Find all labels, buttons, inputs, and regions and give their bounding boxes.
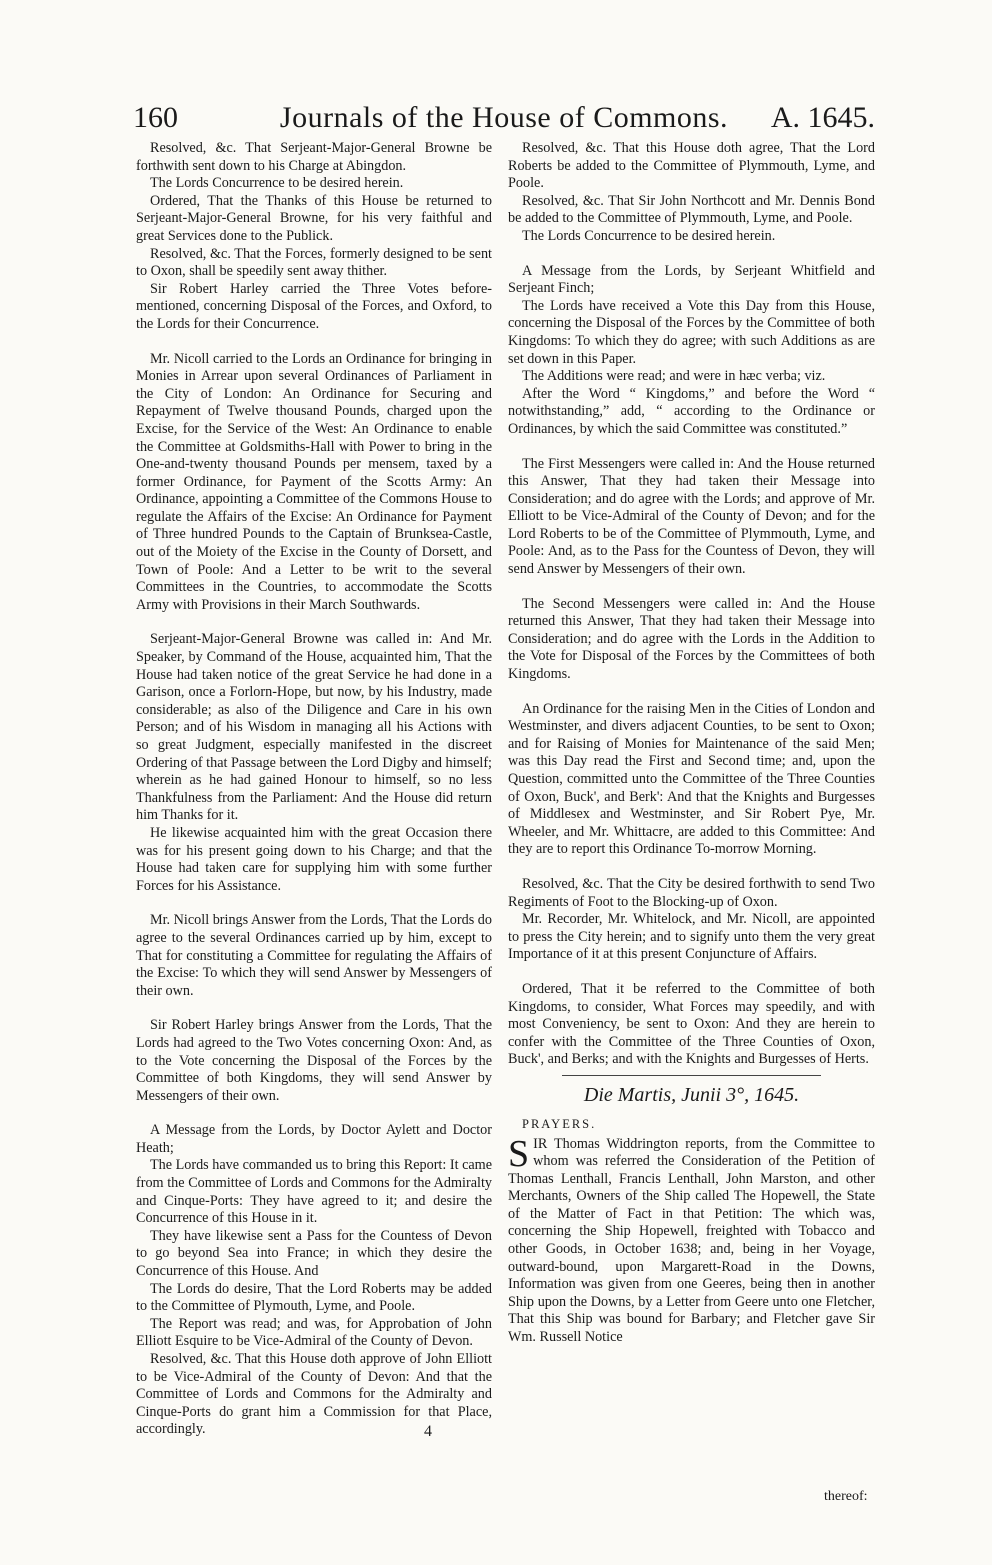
paragraph: The Lords Concurrence to be desired herein. — [150, 175, 404, 192]
paragraph: Resolved, &c. That the City be desired forthwith to send Two Regiments of Foot to the Blocking-up of Oxon. — [508, 875, 875, 910]
paragraph: Sir Robert Harley carried the Three Votes before-mentioned, concerning Disposal of the Forces, and Oxford, to the Lords for their Concurrence. — [136, 280, 492, 332]
paragraph: The Lords do desire, That the Lord Roberts may be added to the Committee of Plymouth, Lyme, and Poole. — [136, 1280, 492, 1315]
paragraph: Resolved, &c. That this House doth approve of John Elliott to be Vice-Admiral of the County of Devon: And that the Committee of Lords and Commons for the Admiralty and Cinque-Ports do grant him a Commission for that Place, accordingly. — [136, 1351, 492, 1438]
paragraph: Mr. Nicoll brings Answer from the Lords, That the Lords do agree to the several Ordinances carried up by him, except to That for constituting a Committee for regulating the Affairs of the Excise: To which they will send Answer by Messengers of their own. — [136, 912, 492, 999]
date-heading: Die Martis, Junii 3°, 1645. — [583, 1083, 800, 1106]
paragraph: Ordered, That the Thanks of this House be returned to Serjeant-Major-General Browne, for his very faithful and great Services done to the Publick. — [136, 192, 492, 244]
paragraph: The First Messengers were called in: And the House returned this Answer, That they had taken their Message into Consideration; and do agree with the Lords; and approve of Mr. Elliott to be Vice-Admiral of the County of Devon; and for the Lord Roberts to be of the Committee of Plymmouth, Lyme, and Poole: And, as to the Pass for the Countess of Devon, they will send Answer by Messengers of their own. — [508, 455, 875, 578]
section-divider — [562, 1075, 821, 1076]
folio-mark: 4 — [424, 1423, 432, 1440]
paragraph: Mr. Recorder, Mr. Whitelock, and Mr. Nicoll, are appointed to press the City herein; and to signify unto them the very great Importance of it at this present Conjuncture of Affairs. — [508, 911, 875, 963]
catchword: thereof: — [824, 1489, 868, 1504]
paragraph: The Report was read; and was, for Approbation of John Elliott Esquire to be Vice-Admiral of the County of Devon. — [136, 1315, 492, 1350]
paragraph: Resolved, &c. That Sir John Northcott and Mr. Dennis Bond be added to the Committee of Plymmouth, Lyme, and Poole. — [508, 192, 875, 227]
paragraph: After the Word “ Kingdoms,” and before the Word “ notwithstanding,” add, “ according to the Ordinance or Ordinances, by which the said Committee was constituted.” — [508, 385, 875, 437]
prayers-label: PRAYERS. — [522, 1116, 597, 1131]
paragraph: An Ordinance for the raising Men in the Cities of London and Westminster, and divers adjacent Counties, to be sent to Oxon; and for Raising of Monies for Maintenance of the said Men; was this Day read the First and Second time; and, upon the Question, committed unto the Committee of the Three Counties of Oxon, Buck', and Berk': And that the Knights and Burgesses of Middlesex and Westminster, and Sir Robert Pye, Mr. Wheeler, and Mr. Whittacre, are added to this Committee: And they are to report this Ordinance To-morrow Morning. — [508, 700, 875, 858]
paragraph: They have likewise sent a Pass for the Countess of Devon to go beyond Sea into France; in which they desire the Concurrence of this House. And — [136, 1227, 492, 1280]
page-title: Journals of the House of Commons. — [279, 101, 729, 134]
year-label: A. 1645. — [770, 101, 875, 134]
paragraph: A Message from the Lords, by Serjeant Whitfield and Serjeant Finch; — [508, 262, 875, 297]
paragraph: Resolved, &c. That Serjeant-Major-General Browne be forthwith sent down to his Charge at Abingdon. — [136, 140, 492, 174]
page-header — [133, 96, 875, 142]
paragraph — [508, 1132, 875, 1347]
right-column — [508, 140, 875, 1347]
drop-capital: S — [508, 1132, 530, 1175]
paragraph: Resolved, &c. That the Forces, formerly designed to be sent to Oxon, shall be speedily sent away thither. — [136, 245, 492, 280]
paragraph: Mr. Nicoll carried to the Lords an Ordinance for bringing in Monies in Arrear upon several Ordinances of Parliament in the City of London: An Ordinance for Securing and Repayment of Twelve thousand Pounds, charged upon the Excise, for the Service of the West: An Ordinance to enable the Committee at Goldsmiths-Hall with Power to bring in the One-and-twenty thousand Pounds per mensem, taxed by a former Ordinance, for Payment of the Scotts Army: An Ordinance, appointing a Committee of the Commons House to regulate the Affairs of the Excise: An Ordinance for Payment of Three hundred Pounds to the Captain of Brunksea-Castle, out of the Moiety of the Excise in the County of Dorsett, and Town of Poole: And a Letter to be writ to the several Committees in the Countries, to accommodate the Scotts Army with Provisions in their March Southwards. — [136, 350, 492, 613]
paragraph: The Second Messengers were called in: And the House returned this Answer, That they had taken their Message into Consideration; and do agree with the Lords in the Addition to the Vote for Disposal of the Forces by the Committees of both Kingdoms. — [508, 595, 875, 683]
paragraph: The Lords Concurrence to be desired herein. — [522, 227, 776, 244]
paragraph: The Additions were read; and were in hæc verba; viz. — [522, 368, 826, 385]
paragraph: Ordered, That it be referred to the Committee of both Kingdoms, to consider, What Forces may speedily, and with most Conveniency, be sent to Oxon: And they are herein to confer with the Committee of the Three Counties of Oxon, Buck', and Berks; and with the Knights and Burgesses of Herts. — [508, 980, 875, 1068]
paragraph: Serjeant-Major-General Browne was called in: And Mr. Speaker, by Command of the House, acquainted him, That the House had taken notice of the great Service he had done in a Garison, once a Forlorn-Hope, but now, by his Industry, made considerable; as also of the Diligence and Care in his own Person; and of his Wisdom in managing all his Actions with so great Judgment, especially manifested in the discreet Ordering of that Passage between the Lord Digby and himself; wherein as he had gained Honour to himself, so no less Thankfulness from the Parliament: And the House did return him Thanks for it. — [136, 631, 492, 824]
paragraph: A Message from the Lords, by Doctor Aylett and Doctor Heath; — [136, 1122, 492, 1156]
page-number: 160 — [133, 101, 178, 134]
paragraph-text: IR Thomas Widdrington reports, from the Committee to whom was referred the Consideration of the Petition of Thomas Lenthall, Francis Lenthall, John Marston, and other Merchants, Owners of the Ship called The Hopewell, the State of the Matter of Fact in that Petition: The which was, concerning the Ship Hopewell, freighted with Tobacco and other Goods, in October 1638; and, being in her Voyage, outward-bound, upon Margarett-Road in the Downs, Information was given from one Geeres, being then in another Ship upon the Downs, by a Letter from Geere unto one Fletcher, That this Ship was bound for Barbary; and Fletcher gave Sir Wm. Russell Notice — [508, 1135, 875, 1346]
paragraph: He likewise acquainted him with the great Occasion there was for his present going down to his Charge; and that the House had taken care for supplying him with some further Forces for his Assistance. — [136, 824, 492, 894]
paragraph: Resolved, &c. That this House doth agree, That the Lord Roberts be added to the Committee of Plymmouth, Lyme, and Poole. — [508, 140, 875, 192]
paragraph: The Lords have commanded us to bring this Report: It came from the Committee of Lords and Commons for the Admiralty and Cinque-Ports: They have agreed to it; and desire the Concurrence of this House in it. — [136, 1157, 492, 1227]
paragraph: The Lords have received a Vote this Day from this House, concerning the Disposal of the Forces by the Committee of both Kingdoms: To which they do agree; with such Additions as are set down in this Paper. — [508, 297, 875, 367]
paragraph: Sir Robert Harley brings Answer from the Lords, That the Lords had agreed to the Two Votes concerning Oxon: And, as to the Vote concerning the Disposal of the Forces by the Committee of both Kingdoms, they will send Answer by Messengers of their own. — [136, 1017, 492, 1104]
left-column — [136, 140, 492, 1439]
